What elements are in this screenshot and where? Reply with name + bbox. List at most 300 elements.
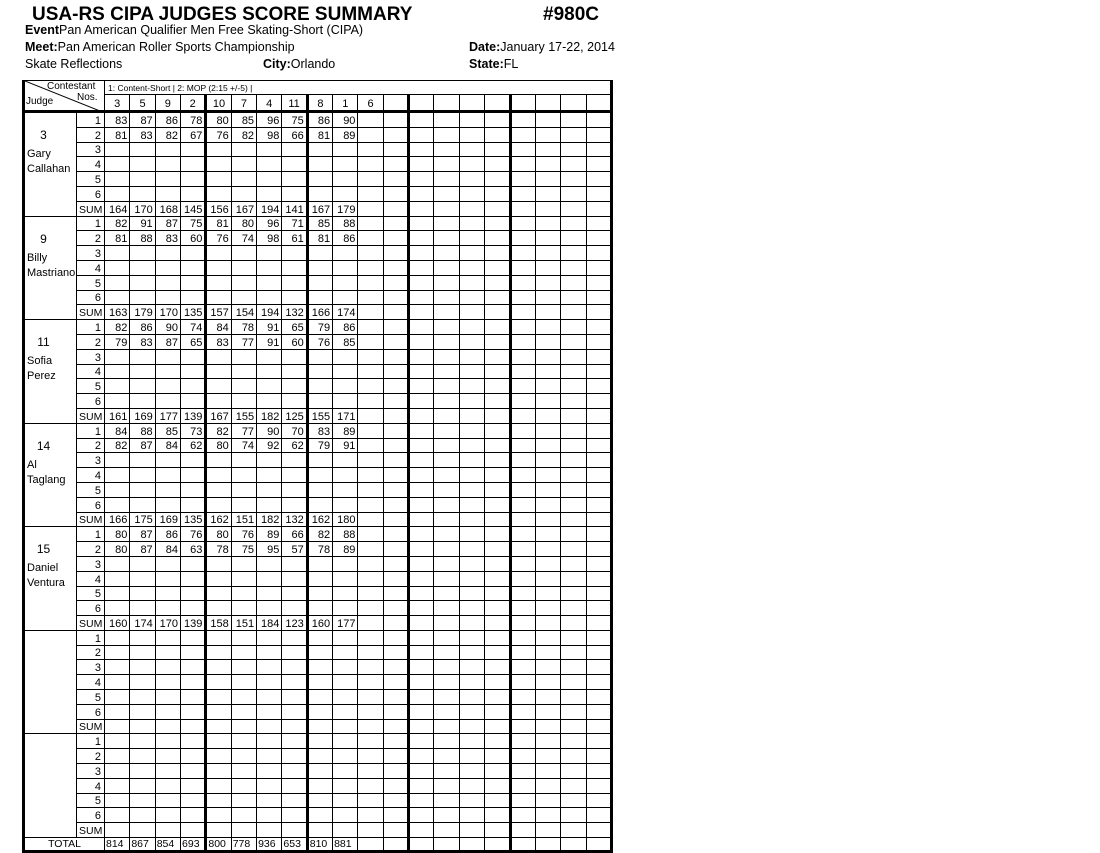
score-cell: 74 [181,320,206,335]
table-row [24,394,612,409]
score-cell [459,423,484,438]
score-cell [282,186,307,201]
score-cell [130,778,155,793]
event-label: Event [25,23,60,37]
score-cell [586,246,612,261]
score-cell [459,601,484,616]
sum-cell [459,305,484,320]
score-cell [434,157,459,172]
score-cell [409,290,434,305]
sum-cell: 177 [333,616,358,631]
row-label: 1 [77,423,105,438]
score-cell [231,571,256,586]
club-name: Skate Reflections [25,57,123,71]
score-cell [409,527,434,542]
score-cell [409,127,434,142]
row-label: 2 [77,127,105,142]
score-cell [181,186,206,201]
score-cell [307,349,332,364]
score-cell [485,586,510,601]
score-cell [257,260,282,275]
score-cell [586,527,612,542]
sum-cell [459,616,484,631]
score-cell: 89 [333,542,358,557]
score-cell [535,764,560,779]
score-cell [434,645,459,660]
score-cell: 83 [130,334,155,349]
table-row [24,690,612,705]
score-cell [358,127,383,142]
score-cell [358,438,383,453]
score-cell [333,734,358,749]
score-cell: 85 [155,423,180,438]
sum-cell: 155 [307,408,332,423]
score-cell: 62 [282,438,307,453]
score-cell [333,690,358,705]
score-cell [155,704,180,719]
score-cell [257,379,282,394]
judge-last-name: Taglang [27,473,66,486]
score-cell [409,112,434,128]
score-cell [485,793,510,808]
score-cell: 90 [333,112,358,128]
score-cell [409,793,434,808]
score-cell [586,394,612,409]
score-cell [181,675,206,690]
score-cell [206,260,231,275]
score-cell [383,749,408,764]
score-cell [383,423,408,438]
score-cell: 91 [333,438,358,453]
row-label: 2 [77,438,105,453]
sum-cell: 162 [307,512,332,527]
contestant-number: 9 [155,95,180,112]
score-cell [510,793,535,808]
score-cell [561,645,586,660]
score-cell [409,172,434,187]
score-cell [459,112,484,128]
score-cell [535,172,560,187]
score-cell [105,379,130,394]
score-cell: 89 [257,527,282,542]
score-cell [358,379,383,394]
score-cell [510,734,535,749]
score-cell [383,764,408,779]
score-cell: 57 [282,542,307,557]
score-cell: 79 [307,320,332,335]
judge-name [27,458,76,488]
contestant-number: 3 [105,95,130,112]
score-cell: 81 [307,231,332,246]
score-cell [586,749,612,764]
table-row [24,453,612,468]
sum-cell [383,616,408,631]
score-cell [358,246,383,261]
score-cell [257,275,282,290]
row-label: 5 [77,172,105,187]
score-cell [358,556,383,571]
sum-cell: 156 [206,201,231,216]
score-cell [409,542,434,557]
row-label: 6 [77,704,105,719]
sum-label: SUM [77,823,105,838]
score-cell [282,172,307,187]
score-cell [561,734,586,749]
score-cell [535,216,560,231]
score-cell [409,778,434,793]
contestant-number [485,95,510,112]
score-cell: 76 [206,231,231,246]
score-cell [459,793,484,808]
score-cell [535,290,560,305]
score-cell [510,186,535,201]
score-cell [561,556,586,571]
score-cell [586,497,612,512]
score-cell [510,749,535,764]
score-cell [485,542,510,557]
score-cell [485,482,510,497]
score-cell [586,630,612,645]
row-label: 6 [77,186,105,201]
table-row [24,764,612,779]
score-cell: 86 [307,112,332,128]
score-cell [333,586,358,601]
judge-name [27,647,76,662]
score-cell [409,275,434,290]
score-cell [105,675,130,690]
score-cell: 82 [105,438,130,453]
score-cell [409,645,434,660]
score-cell [155,142,180,157]
score-cell [485,290,510,305]
sum-cell [510,616,535,631]
table-row [24,660,612,675]
score-cell [358,482,383,497]
score-cell: 74 [231,231,256,246]
judge-name [27,251,76,281]
row-label: 4 [77,675,105,690]
score-cell [307,468,332,483]
contestant-number: 8 [307,95,332,112]
sum-cell [231,823,256,838]
sum-cell: 177 [155,408,180,423]
score-cell [434,275,459,290]
judge-name [27,147,76,177]
score-cell [561,749,586,764]
table-row [24,616,612,631]
score-cell [409,320,434,335]
score-cell [307,734,332,749]
sum-cell: 182 [257,408,282,423]
score-cell [434,453,459,468]
total-cell: 867 [130,838,155,852]
score-cell [231,394,256,409]
score-cell: 71 [282,216,307,231]
score-cell [333,468,358,483]
sum-cell [383,823,408,838]
score-cell: 87 [155,334,180,349]
score-cell [181,690,206,705]
score-cell: 86 [333,320,358,335]
score-cell: 82 [155,127,180,142]
score-cell [383,172,408,187]
score-cell [130,453,155,468]
score-cell [459,275,484,290]
score-cell [459,231,484,246]
score-cell [434,334,459,349]
score-cell [105,764,130,779]
score-cell [383,704,408,719]
score-cell [130,349,155,364]
score-cell: 83 [105,112,130,128]
sum-cell [459,512,484,527]
judge-first-name: Gary [27,148,51,160]
table-row [24,482,612,497]
total-cell [383,838,408,852]
score-cell [535,112,560,128]
score-cell [485,320,510,335]
score-cell [485,157,510,172]
row-label: 1 [77,527,105,542]
date-label: Date: [469,40,501,54]
total-cell: 936 [257,838,282,852]
score-cell [333,482,358,497]
sum-cell [586,512,612,527]
score-cell [181,778,206,793]
score-cell [130,586,155,601]
score-cell [586,349,612,364]
sum-cell: 151 [231,616,256,631]
score-cell [358,275,383,290]
score-cell [561,586,586,601]
sum-cell [434,201,459,216]
score-cell [282,142,307,157]
sum-cell [181,719,206,734]
score-cell [510,438,535,453]
contestant-number: 6 [358,95,383,112]
judge-cell [24,630,77,734]
sum-cell [510,408,535,423]
table-row [24,201,612,216]
score-cell [282,571,307,586]
score-cell [409,704,434,719]
row-label: 1 [77,630,105,645]
score-cell [257,394,282,409]
score-cell [181,601,206,616]
score-cell [282,260,307,275]
score-cell [181,275,206,290]
score-cell [155,497,180,512]
score-cell [155,749,180,764]
score-cell [561,778,586,793]
score-cell [155,468,180,483]
table-row [24,157,612,172]
event-value: Pan American Qualifier Men Free Skating-Short (CIPA) [59,23,364,37]
score-cell [181,630,206,645]
judge-cell [24,734,77,838]
score-cell: 66 [282,527,307,542]
sum-cell: 157 [206,305,231,320]
sum-cell: 194 [257,201,282,216]
score-cell [181,749,206,764]
score-cell: 86 [155,112,180,128]
sum-label: SUM [77,719,105,734]
score-cell [307,275,332,290]
score-cell [459,334,484,349]
sum-cell [409,408,434,423]
score-cell [257,142,282,157]
score-cell [485,764,510,779]
score-cell [257,453,282,468]
score-cell [206,704,231,719]
score-cell [434,749,459,764]
score-cell [307,601,332,616]
score-cell [181,482,206,497]
score-cell [383,793,408,808]
score-cell [155,260,180,275]
score-cell [409,438,434,453]
score-cell [231,290,256,305]
row-label: 3 [77,660,105,675]
score-cell: 90 [257,423,282,438]
score-cell [510,260,535,275]
score-cell [358,290,383,305]
sum-cell [130,719,155,734]
score-cell [561,379,586,394]
score-cell [181,349,206,364]
score-cell [333,660,358,675]
score-cell [181,793,206,808]
score-cell [206,290,231,305]
score-cell [358,157,383,172]
score-cell [307,749,332,764]
score-cell [231,157,256,172]
score-cell [561,394,586,409]
score-cell [510,349,535,364]
score-cell: 76 [307,334,332,349]
row-label: 3 [77,142,105,157]
sum-cell: 174 [130,616,155,631]
sum-cell: 155 [231,408,256,423]
score-cell: 83 [307,423,332,438]
score-cell [181,172,206,187]
score-cell [307,246,332,261]
score-cell [535,586,560,601]
sum-cell [510,719,535,734]
score-cell [409,556,434,571]
row-label: 6 [77,394,105,409]
score-cell [105,497,130,512]
score-cell [206,482,231,497]
score-cell [105,571,130,586]
judge-number: 11 [37,335,50,350]
score-cell [561,660,586,675]
sum-cell [586,408,612,423]
score-cell [409,586,434,601]
table-row [24,601,612,616]
score-cell [105,734,130,749]
event-line [25,23,363,37]
score-cell [434,186,459,201]
score-cell [333,556,358,571]
sum-cell [586,305,612,320]
table-row [24,142,612,157]
score-cell [535,497,560,512]
score-cell [231,734,256,749]
score-cell [434,556,459,571]
score-cell [282,734,307,749]
score-cell: 88 [130,423,155,438]
sum-cell [485,201,510,216]
score-cell [282,157,307,172]
date-value: January 17-22, 2014 [500,40,615,54]
score-cell [206,793,231,808]
score-cell [383,645,408,660]
sum-cell [181,823,206,838]
score-cell [231,275,256,290]
score-cell [383,778,408,793]
score-cell [535,127,560,142]
score-cell [307,778,332,793]
score-cell [282,675,307,690]
score-cell [181,453,206,468]
score-cell [485,379,510,394]
score-cell [257,778,282,793]
sum-cell [333,823,358,838]
score-cell [358,808,383,823]
table-row [24,778,612,793]
row-label: 2 [77,231,105,246]
score-cell [561,482,586,497]
table-row [24,571,612,586]
score-cell [561,793,586,808]
score-cell [459,675,484,690]
sum-cell: 166 [307,305,332,320]
score-cell [358,364,383,379]
score-cell [510,675,535,690]
score-cell [231,764,256,779]
score-cell [586,320,612,335]
score-cell [409,364,434,379]
score-cell [181,645,206,660]
sum-cell [130,823,155,838]
score-cell [535,260,560,275]
score-cell [459,186,484,201]
score-cell [383,542,408,557]
score-cell [459,808,484,823]
row-label: 5 [77,793,105,808]
table-row [24,364,612,379]
score-cell [307,764,332,779]
score-cell [206,571,231,586]
score-cell [586,556,612,571]
score-cell [307,497,332,512]
score-cell [535,349,560,364]
score-cell [282,468,307,483]
score-cell [383,438,408,453]
score-cell [535,556,560,571]
row-label: 3 [77,453,105,468]
score-cell [333,675,358,690]
score-cell [155,556,180,571]
score-cell [586,364,612,379]
score-cell [383,556,408,571]
score-cell [561,334,586,349]
score-cell [586,275,612,290]
score-cell [155,172,180,187]
score-cell: 78 [181,112,206,128]
score-cell [155,482,180,497]
